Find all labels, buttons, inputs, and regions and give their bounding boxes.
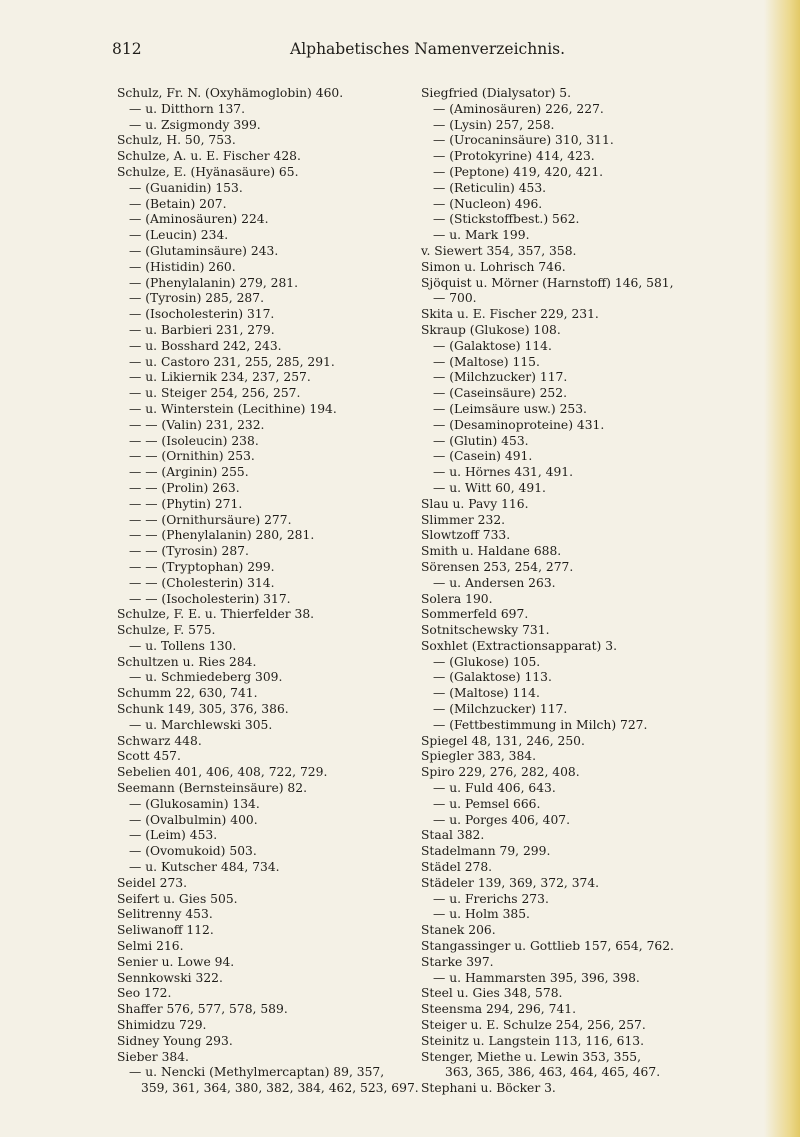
index-entry: Staal 382. <box>421 828 485 843</box>
index-entry: — (Milchzucker) 117. <box>433 702 568 717</box>
index-entry: — u. Andersen 263. <box>433 575 556 590</box>
index-entry: — u. Pemsel 666. <box>433 796 541 811</box>
index-entry: — u. Castoro 231, 255, 285, 291. <box>129 354 335 369</box>
index-entry: Soxhlet (Extractionsapparat) 3. <box>421 638 617 653</box>
index-entry: — — (Arginin) 255. <box>129 465 249 480</box>
index-entry: — (Phenylalanin) 279, 281. <box>129 275 299 290</box>
index-entry: — (Ovomukoid) 503. <box>129 844 257 859</box>
index-entry: Schumm 22, 630, 741. <box>117 686 258 701</box>
index-entry: Sommerfeld 697. <box>421 607 529 622</box>
index-entry: — (Glukosamin) 134. <box>129 796 260 811</box>
index-entry: — — (Valin) 231, 232. <box>129 417 265 432</box>
index-entry: — u. Tollens 130. <box>129 638 237 653</box>
index-entry: — 700. <box>433 291 477 306</box>
index-entry: — u. Likiernik 234, 237, 257. <box>129 370 311 385</box>
index-entry: — (Betain) 207. <box>129 196 227 211</box>
index-entry: Schulze, F. 575. <box>117 623 216 638</box>
index-entry: Sidney Young 293. <box>117 1033 233 1048</box>
index-entry: — (Glukose) 105. <box>433 654 541 669</box>
index-entry: — u. Winterstein (Lecithine) 194. <box>129 401 337 416</box>
index-entry: — u. Nencki (Methylmercaptan) 89, 357, <box>129 1065 385 1080</box>
index-entry: Städeler 139, 369, 372, 374. <box>421 875 600 890</box>
index-entry: — — (Phytin) 271. <box>129 496 243 511</box>
index-entry: — (Tyrosin) 285, 287. <box>129 291 264 306</box>
index-entry: Slimmer 232. <box>421 512 506 527</box>
index-entry: — u. Holm 385. <box>433 907 530 922</box>
index-entry: — (Isocholesterin) 317. <box>129 307 275 322</box>
index-entry: Seifert u. Gies 505. <box>117 891 238 906</box>
index-entry: — — (Phenylalanin) 280, 281. <box>129 528 315 543</box>
index-entry: — — (Cholesterin) 314. <box>129 575 275 590</box>
index-entry: — (Glutaminsäure) 243. <box>129 243 279 258</box>
index-column-right <box>421 86 766 1097</box>
index-entry: — (Aminosäuren) 224. <box>129 212 269 227</box>
index-entry: Schultzen u. Ries 284. <box>117 654 257 669</box>
index-entry: — u. Witt 60, 491. <box>433 480 546 495</box>
index-entry: — (Maltose) 115. <box>433 354 540 369</box>
index-entry: — (Protokyrine) 414, 423. <box>433 149 595 164</box>
index-entry: — — (Ornithin) 253. <box>129 449 255 464</box>
index-entry: — — (Tryptophan) 299. <box>129 559 275 574</box>
index-entry: Sebelien 401, 406, 408, 722, 729. <box>117 765 328 780</box>
index-entry: — u. Hörnes 431, 491. <box>433 465 574 480</box>
index-entry: Sjöquist u. Mörner (Harnstoff) 146, 581, <box>421 275 674 290</box>
index-entry: Spiro 229, 276, 282, 408. <box>421 765 580 780</box>
index-entry: Seliwanoff 112. <box>117 923 214 938</box>
index-entry: Steel u. Gies 348, 578. <box>421 986 563 1001</box>
index-entry: — — (Tyrosin) 287. <box>129 544 249 559</box>
index-entry: Seidel 273. <box>117 875 188 890</box>
index-entry: — (Histidin) 260. <box>129 259 236 274</box>
index-entry: — (Urocaninsäure) 310, 311. <box>433 133 614 148</box>
index-entry: Simon u. Lohrisch 746. <box>421 259 566 274</box>
index-entry: Smith u. Haldane 688. <box>421 544 562 559</box>
index-entry: — (Glutin) 453. <box>433 433 529 448</box>
index-entry: Starke 397. <box>421 954 494 969</box>
index-entry: — — (Prolin) 263. <box>129 480 240 495</box>
index-entry: Schulze, F. E. u. Thierfelder 38. <box>117 607 315 622</box>
index-entry: Schulze, A. u. E. Fischer 428. <box>117 149 301 164</box>
index-entry: — (Stickstoffbest.) 562. <box>433 212 580 227</box>
index-entry: Städel 278. <box>421 860 493 875</box>
index-entry: Shimidzu 729. <box>117 1018 207 1033</box>
page-number: 812 <box>112 40 142 58</box>
index-entry: v. Siewert 354, 357, 358. <box>421 243 577 258</box>
index-entry: — (Desaminoproteine) 431. <box>433 417 605 432</box>
index-entry: — (Peptone) 419, 420, 421. <box>433 164 604 179</box>
index-entry: — — (Isoleucin) 238. <box>129 433 259 448</box>
index-entry: Sotnitschewsky 731. <box>421 623 550 638</box>
index-entry: Schulze, E. (Hyänasäure) 65. <box>117 164 299 179</box>
index-entry: — (Lysin) 257, 258. <box>433 117 555 132</box>
index-entry: Senier u. Lowe 94. <box>117 954 235 969</box>
index-entry: Seemann (Bernsteinsäure) 82. <box>117 781 307 796</box>
index-entry: — u. Schmiedeberg 309. <box>129 670 283 685</box>
index-entry: Slowtzoff 733. <box>421 528 511 543</box>
index-entry: — u. Porges 406, 407. <box>433 812 571 827</box>
index-entry: Spiegel 48, 131, 246, 250. <box>421 733 585 748</box>
index-entry: Schwarz 448. <box>117 733 202 748</box>
index-entry: — u. Hammarsten 395, 396, 398. <box>433 970 640 985</box>
index-entry: — (Leim) 453. <box>129 828 218 843</box>
index-entry: Siegfried (Dialysator) 5. <box>421 86 572 100</box>
index-entry: — — (Ornithursäure) 277. <box>129 512 292 527</box>
index-entry: Sieber 384. <box>117 1049 189 1064</box>
index-entry: — (Aminosäuren) 226, 227. <box>433 101 604 116</box>
index-entry: — u. Barbieri 231, 279. <box>129 322 275 337</box>
index-entry: 363, 365, 386, 463, 464, 465, 467. <box>445 1065 661 1080</box>
index-entry: Selmi 216. <box>117 939 184 954</box>
index-entry: Sennkowski 322. <box>117 970 223 985</box>
index-entry: — (Galaktose) 113. <box>433 670 552 685</box>
index-entry: — u. Ditthorn 137. <box>129 101 246 116</box>
index-entry: Schunk 149, 305, 376, 386. <box>117 702 289 717</box>
index-entry: — (Milchzucker) 117. <box>433 370 568 385</box>
index-entry: — (Galaktose) 114. <box>433 338 552 353</box>
index-entry: — u. Bosshard 242, 243. <box>129 338 282 353</box>
index-entry: Slau u. Pavy 116. <box>421 496 529 511</box>
index-entry: Spiegler 383, 384. <box>421 749 537 764</box>
index-entry: — (Nucleon) 496. <box>433 196 543 211</box>
index-entry: Steensma 294, 296, 741. <box>421 1002 577 1017</box>
index-entry: — (Ovalbulmin) 400. <box>129 812 258 827</box>
index-entry: 359, 361, 364, 380, 382, 384, 462, 523, 697. <box>141 1081 419 1096</box>
index-entry: Stephani u. Böcker 3. <box>421 1081 556 1096</box>
index-entry: — u. Zsigmondy 399. <box>129 117 261 132</box>
index-entry: Stangassinger u. Gottlieb 157, 654, 762. <box>421 939 674 954</box>
index-entry: — (Leimsäure usw.) 253. <box>433 401 587 416</box>
page-title: Alphabetisches Namenverzeichnis. <box>290 40 566 58</box>
index-entry: Selitrenny 453. <box>117 907 213 922</box>
index-entry: — u. Fuld 406, 643. <box>433 781 556 796</box>
index-entry: Stadelmann 79, 299. <box>421 844 551 859</box>
index-entry: Skraup (Glukose) 108. <box>421 322 561 337</box>
index-entry: — — (Isocholesterin) 317. <box>129 591 291 606</box>
index-entry: Seo 172. <box>117 986 172 1001</box>
index-entry: Solera 190. <box>421 591 493 606</box>
index-entry: — (Casein) 491. <box>433 449 533 464</box>
index-entry: — u. Steiger 254, 256, 257. <box>129 386 301 401</box>
index-entry: Steiger u. E. Schulze 254, 256, 257. <box>421 1018 646 1033</box>
index-entry: Schulz, Fr. N. (Oxyhämoglobin) 460. <box>117 86 344 100</box>
index-entry: Stenger, Miethe u. Lewin 353, 355, <box>421 1049 642 1064</box>
index-entry: Scott 457. <box>117 749 181 764</box>
index-entry: — u. Mark 199. <box>433 228 530 243</box>
index-entry: — (Reticulin) 453. <box>433 180 547 195</box>
index-entry: — (Leucin) 234. <box>129 228 229 243</box>
index-entry: — u. Frerichs 273. <box>433 891 549 906</box>
index-entry: — u. Marchlewski 305. <box>129 717 273 732</box>
index-entry: Skita u. E. Fischer 229, 231. <box>421 307 599 322</box>
index-entry: Shaffer 576, 577, 578, 589. <box>117 1002 288 1017</box>
index-entry: Sörensen 253, 254, 277. <box>421 559 574 574</box>
index-entry: — (Maltose) 114. <box>433 686 540 701</box>
index-entry: — (Fettbestimmung in Milch) 727. <box>433 717 648 732</box>
index-column-left <box>117 86 417 1097</box>
index-entry: Steinitz u. Langstein 113, 116, 613. <box>421 1033 645 1048</box>
index-entry: Schulz, H. 50, 753. <box>117 133 236 148</box>
page-edge <box>764 0 800 1137</box>
index-entry: — u. Kutscher 484, 734. <box>129 860 280 875</box>
index-entry: — (Caseinsäure) 252. <box>433 386 567 401</box>
index-entry: — (Guanidin) 153. <box>129 180 243 195</box>
index-entry: Stanek 206. <box>421 923 496 938</box>
